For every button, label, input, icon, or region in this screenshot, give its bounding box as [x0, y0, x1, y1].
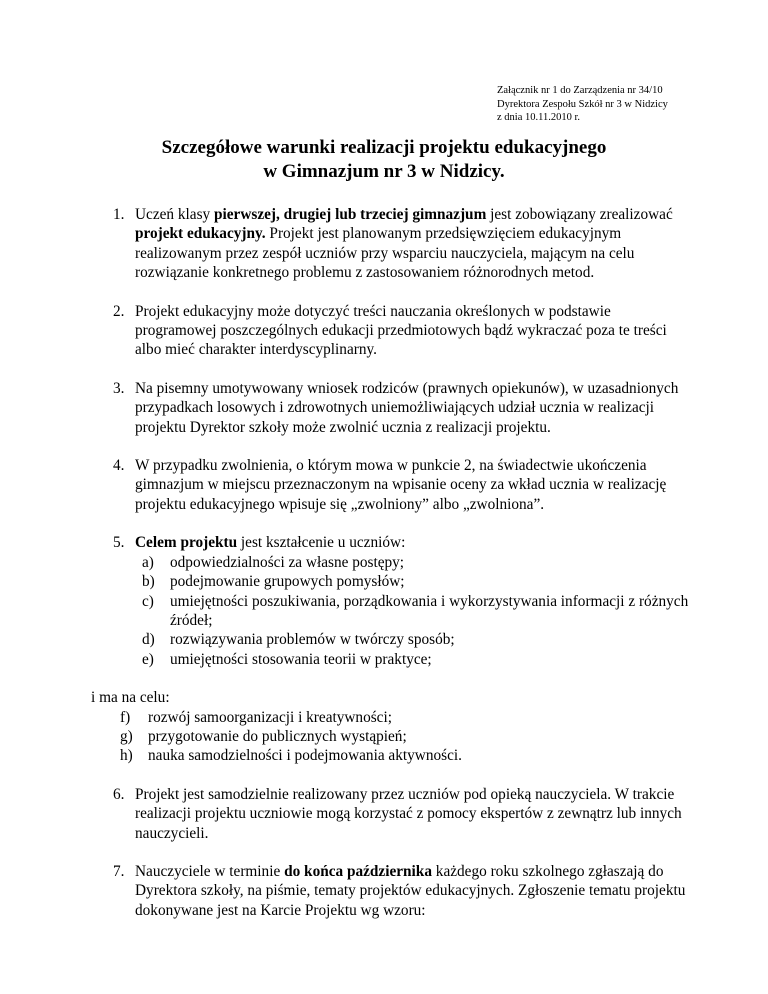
list-item-7 [113, 862, 693, 920]
item-text: każdego roku szkolnego zgłaszają do Dyrektora szkoły, na piśmie, tematy projektów edukacyjnych. Zgłoszenie tematu projektu dokonywane jest na Karcie Projektu wg wzoru: [135, 862, 686, 919]
item-number: 4. [113, 457, 125, 475]
sub-list-item [142, 572, 693, 591]
sub-list-item [142, 630, 693, 649]
sub-item-text: podejmowanie grupowych pomysłów; [170, 573, 405, 591]
sub-item-letter: c) [142, 592, 154, 610]
list-item-5 [113, 533, 693, 669]
list-item-2 [113, 302, 693, 360]
sub-item-letter: b) [142, 573, 155, 591]
sub-list-item [120, 708, 693, 727]
item-bold-text: Celem projektu [135, 534, 238, 552]
item-text: Projekt jest planowanym przedsięwzięciem edukacyjnym realizowanym przez zespół uczniów przy wsparciu nauczyciela, mającym na celu rozwiązanie konkretnego problemu z zastosowaniem różnorodnych metod. [135, 225, 635, 282]
list-item-4 [113, 456, 693, 514]
document-body [91, 205, 693, 939]
item-text: jest zobowiązany zrealizować [486, 206, 673, 223]
item-number: 6. [113, 785, 125, 803]
sub-item-text: odpowiedzialności za własne postępy; [170, 553, 405, 571]
item-text: Projekt jest samodzielnie realizowany przez uczniów pod opieką nauczyciela. W trakcie realizacji projektu uczniowie mogą korzystać z pomocy ekspertów z zewnątrz lub innych nauczycieli. [135, 785, 682, 842]
aim-sub-list [113, 708, 693, 766]
item-text: Na pisemny umotywowany wniosek rodziców (prawnych opiekunów), w uzasadnionych przypadkach losowych i zdrowotnych uniemożliwiających udział ucznia w realizacji projektu Dyrektor szkoły może zwolnić ucznia z realizacji projektu. [135, 379, 679, 436]
sub-list-item [142, 553, 693, 572]
sub-item-letter: g) [120, 727, 133, 745]
item-bold-text: do końca października [284, 862, 432, 880]
document-title-line: w Gimnazjum nr 3 w Nidzicy. [263, 161, 505, 182]
list-item-6 [113, 785, 693, 843]
item-text: W przypadku zwolnienia, o którym mowa w punkcie 2, na świadectwie ukończenia gimnazjum w miejscu przeznaczonym na wpisanie oceny za wkład ucznia w realizację projektu edukacyjnego wpisuje się „zwolniony” albo „zwolniona”. [135, 457, 667, 513]
sub-item-text: rozwiązywania problemów w twórczy sposób; [170, 631, 455, 649]
sub-list-item [142, 650, 693, 669]
document-title-line: Szczegółowe warunki realizacji projektu edukacyjnego [161, 137, 607, 158]
sub-item-letter: a) [142, 553, 154, 571]
document-title [0, 136, 768, 184]
item-number: 3. [113, 379, 125, 397]
sub-item-text: nauka samodzielności i podejmowania aktywności. [148, 747, 462, 765]
item-text: Projekt edukacyjny może dotyczyć treści nauczania określonych w podstawie programowej poszczególnych edukacji przedmiotowych bądź wykraczać poza te treści albo mieć charakter interdyscyplinarny. [135, 302, 667, 359]
attachment-note-line: Dyrektora Zespołu Szkół nr 3 w Nidzicy [497, 98, 668, 110]
sub-list [135, 553, 693, 669]
sub-item-text: umiejętności stosowania teorii w praktyce; [170, 650, 432, 668]
attachment-note-line: z dnia 10.11.2010 r. [497, 112, 581, 123]
sub-list-item [120, 727, 693, 746]
item-number: 2. [113, 302, 125, 320]
aim-intro: i ma na celu: [91, 689, 170, 707]
item-number: 7. [113, 862, 125, 880]
aim-paragraph [91, 688, 693, 766]
sub-item-letter: d) [142, 631, 155, 649]
sub-item-letter: e) [142, 650, 154, 668]
item-text: jest kształcenie u uczniów: [237, 534, 406, 552]
item-number: 1. [113, 206, 125, 223]
list-item-3 [113, 379, 693, 437]
attachment-note-line: Załącznik nr 1 do Zarządzenia nr 34/10 [497, 85, 663, 96]
sub-item-text: rozwój samoorganizacji i kreatywności; [148, 708, 392, 726]
list-item-1 [113, 205, 693, 283]
item-number: 5. [113, 534, 125, 552]
item-bold-text: pierwszej, drugiej lub trzeciej gimnazjum [214, 206, 487, 223]
sub-item-letter: h) [120, 747, 133, 765]
sub-item-text: umiejętności poszukiwania, porządkowania i wykorzystywania informacji z różnych źródeł; [170, 592, 689, 629]
item-text: Uczeń klasy [135, 206, 215, 223]
sub-list-item [120, 746, 693, 765]
sub-item-text: przygotowanie do publicznych wystąpień; [148, 727, 407, 745]
sub-item-letter: f) [120, 708, 131, 726]
item-bold-text: projekt edukacyjny. [135, 225, 266, 243]
attachment-note [497, 84, 668, 125]
sub-list-item [142, 592, 693, 631]
item-text: Nauczyciele w terminie [135, 862, 285, 880]
